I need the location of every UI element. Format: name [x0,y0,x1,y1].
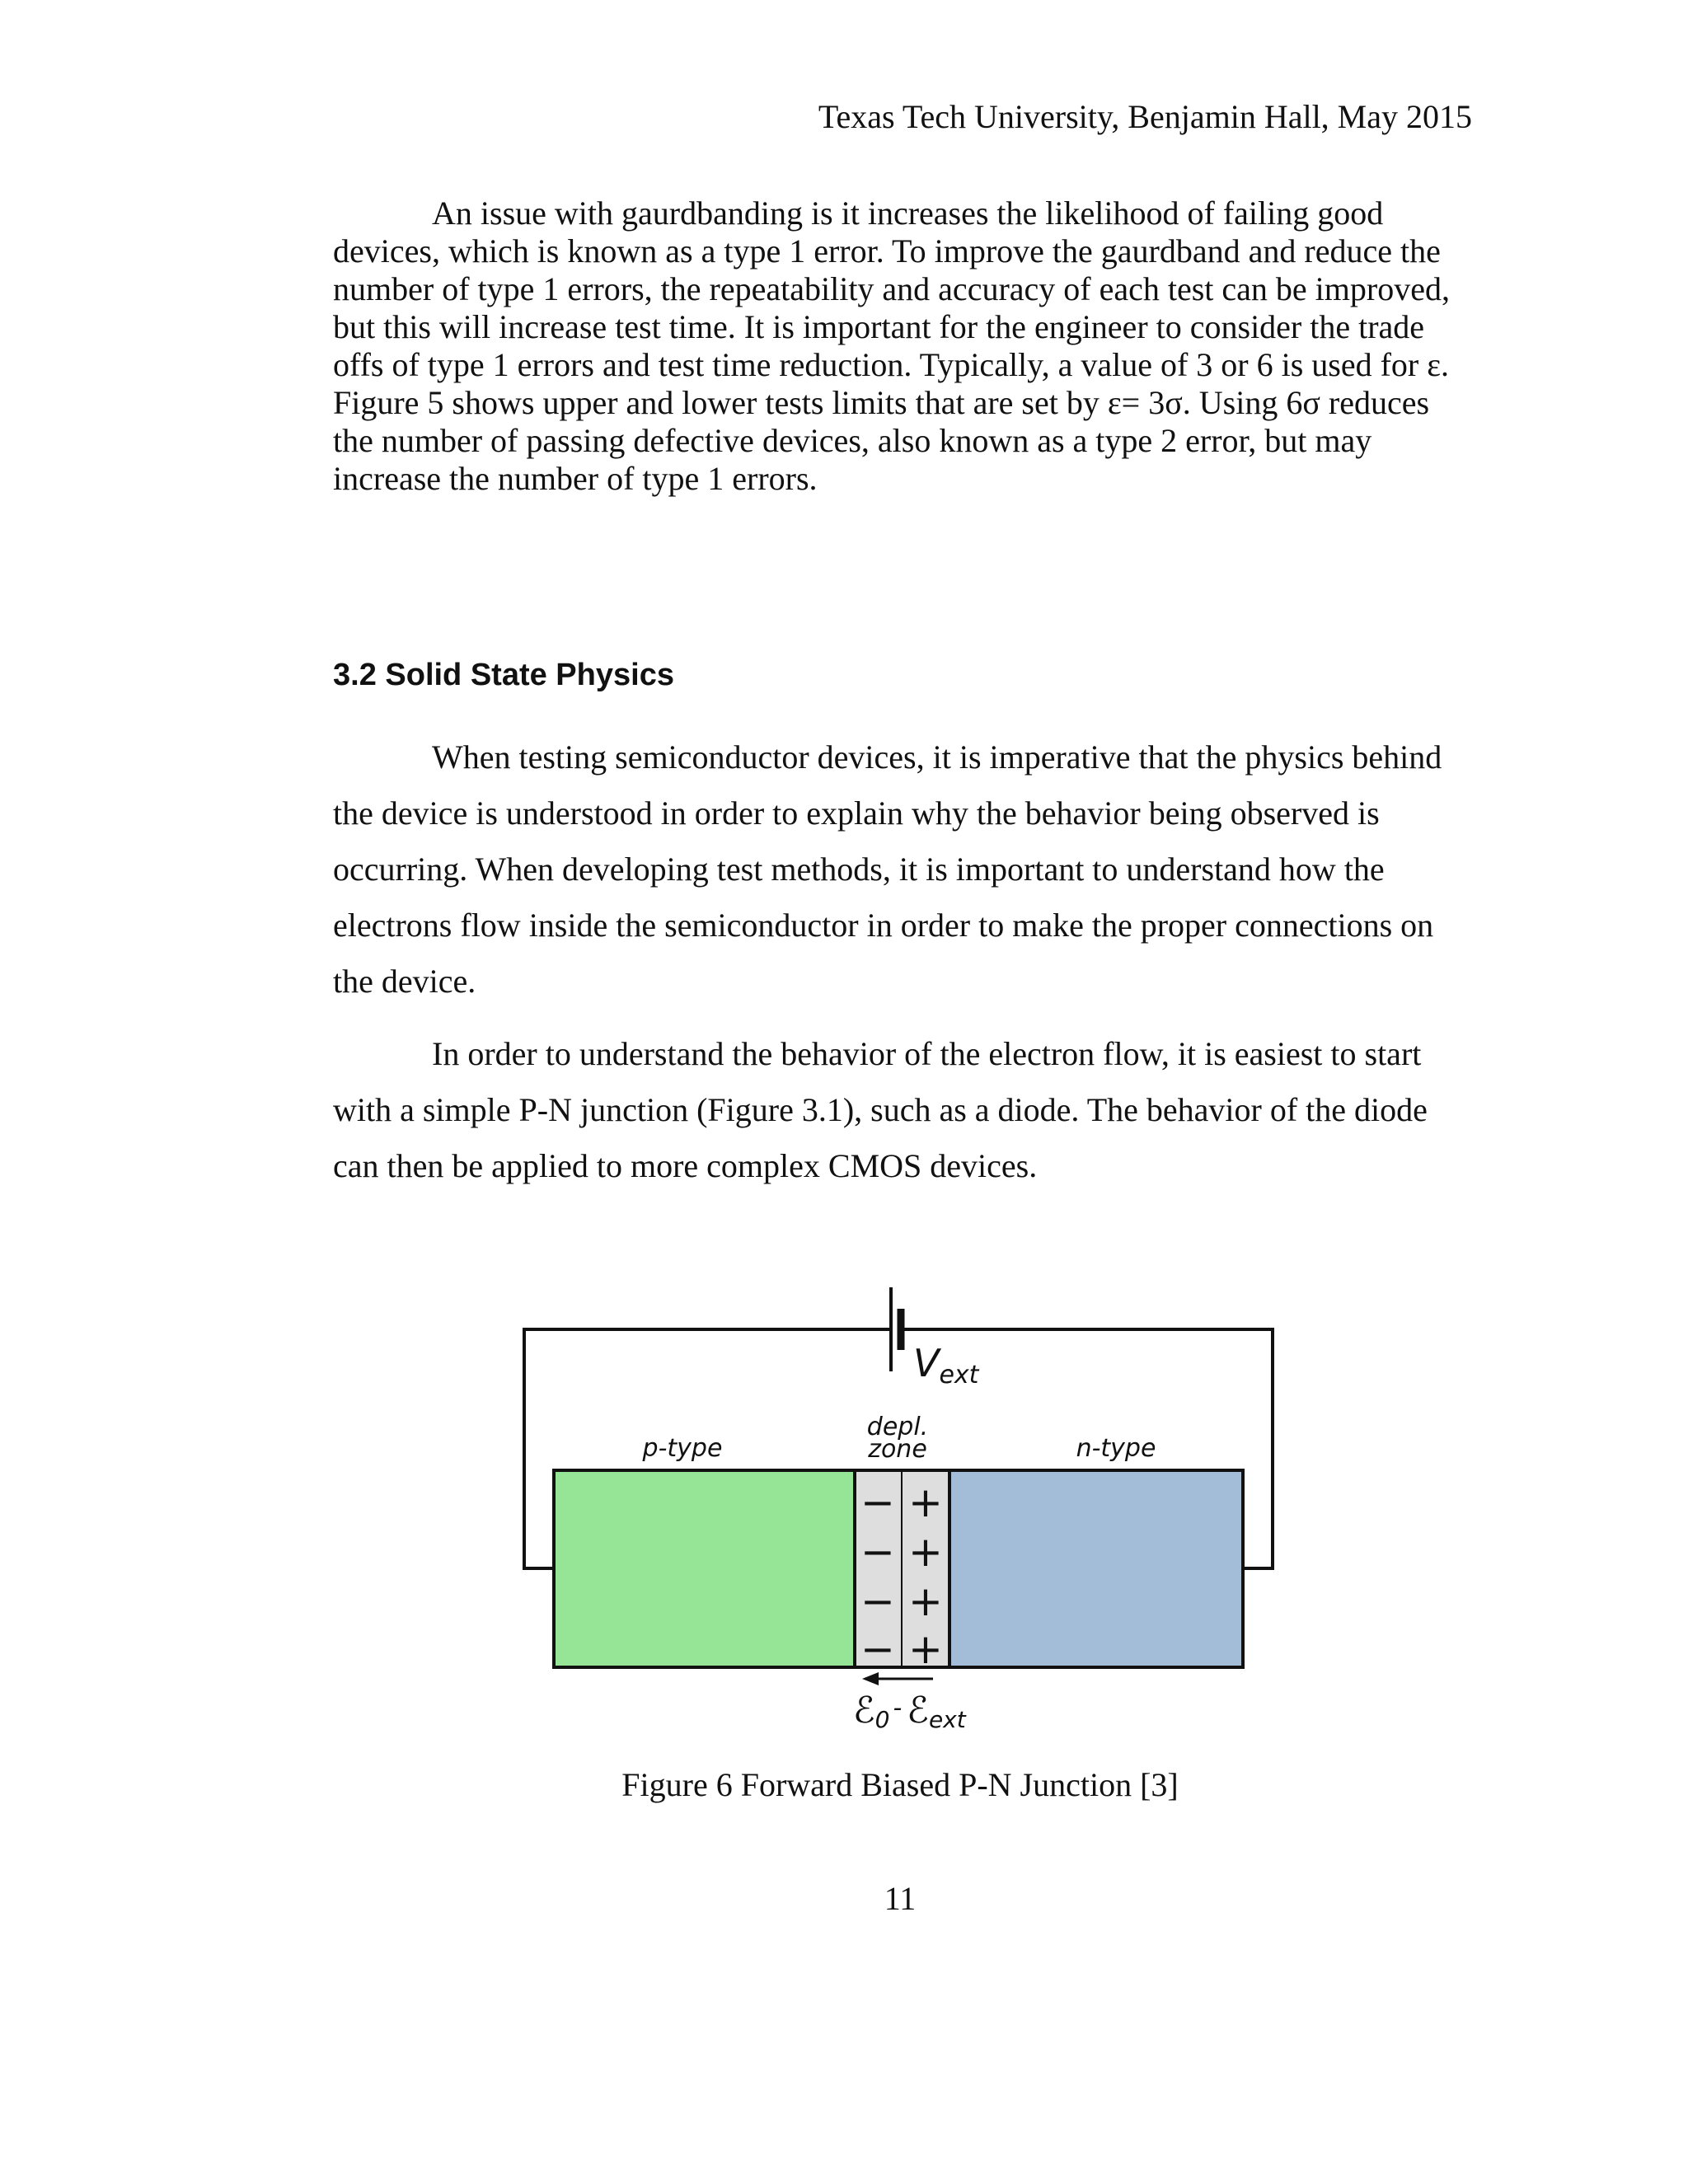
depletion-zone-label-line2: zone [868,1435,927,1464]
negative-charge: − [860,1528,895,1576]
p-type-region [554,1470,855,1667]
positive-charge: + [908,1625,943,1673]
depletion-zone-label-line1: depl. [866,1413,929,1441]
pn-junction-figure [495,1269,1302,1747]
field-arrow-head [862,1672,879,1685]
voltage-label: Vext [913,1341,979,1390]
paragraph-pn-junction: In order to understand the behavior of the electron flow, it is easiest to start with a simple P-N junction (Figure 3.1), such as a diode. The behavior of the diode can then be applied to more complex CMOS devices. [333,1035,1428,1184]
positive-charge: + [908,1528,943,1576]
figure-caption: Figure 6 Forward Biased P-N Junction [3] [621,1766,1179,1803]
n-type-region [950,1470,1243,1667]
section-heading: 3.2 Solid State Physics [333,658,674,692]
page-number: 11 [884,1880,917,1917]
negative-charge: − [860,1625,895,1673]
positive-charge: + [908,1577,943,1625]
positive-charge: + [908,1479,943,1526]
field-label: ℰ0 - ℰext [853,1690,966,1733]
pn-junction-diagram [495,1269,1302,1747]
negative-charge: − [860,1577,895,1625]
paragraph-guardbanding: An issue with gaurdbanding is it increases the likelihood of failing good devices, which is known as a type 1 error. To improve the gaurdband and reduce the number of type 1 errors, the repeatability and accuracy of each test can be improved, but this will increase test time. It is important for the engineer to consider the trade offs of type 1 errors and test time reduction. Typically, a value of 3 or 6 is used for ε. Figure 5 shows upper and lower tests limits that are set by ε= 3σ. Using 6σ reduces the number of passing defective devices, also known as a type 2 error, but may increase the number of type 1 errors. [333,194,1450,497]
paragraph-solid-state: When testing semiconductor devices, it is imperative that the physics behind the device is understood in order to explain why the behavior being observed is occurring. When developing test methods, it is important to understand how the electrons flow inside the semiconductor in order to make the proper connections on the device. [333,738,1442,1000]
negative-charge: − [860,1479,895,1526]
running-header: Texas Tech University, Benjamin Hall, May 2015 [818,98,1472,135]
n-type-label: n-type [1076,1434,1156,1463]
p-type-label: p-type [642,1434,723,1463]
